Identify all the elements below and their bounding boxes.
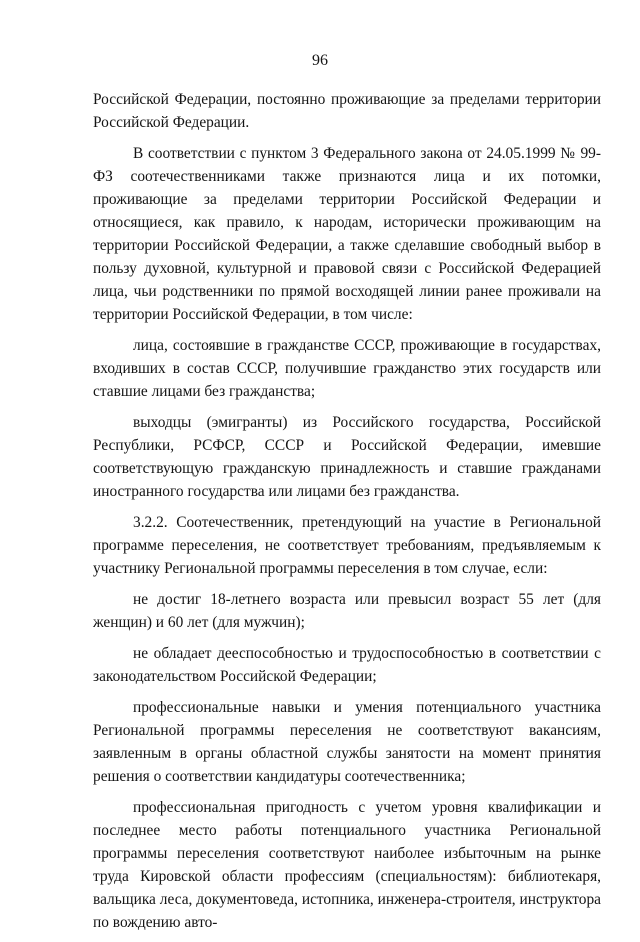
- paragraph: не обладает дееспособностью и трудоспособностью в соответствии с законодательством Российской Федерации;: [93, 645, 601, 685]
- paragraph: В соответствии с пунктом 3 Федерального закона от 24.05.1999 № 99-ФЗ соотечественниками также признаются лица и их потомки, проживающие за пределами территории Российской Федерации и относящиеся, как правило, к народам, исторически проживающим на территории Российской Федерации, а также сделавшие свободный выбор в пользу духовной, культурной и правовой связи с Российской Федерацией лица, чьи родственники по прямой восходящей линии ранее проживали на территории Российской Федерации, в том числе:: [93, 145, 601, 323]
- paragraph: профессиональные навыки и умения потенциального участника Региональной программы переселения не соответствуют вакансиям, заявленным в органы областной службы занятости на момент принятия решения о соответствии кандидатуры соотечественника;: [93, 699, 601, 785]
- paragraph: профессиональная пригодность с учетом уровня квалификации и последнее место работы потенциального участника Региональной программы переселения соответствуют наиболее избыточным на рынке труда Кировской области профессиям (специальностям): библиотекаря, вальщика леса, документоведа, истопника, инженера-строителя, инструктора по вождению авто-: [93, 799, 601, 931]
- paragraph: не достиг 18-летнего возраста или превысил возраст 55 лет (для женщин) и 60 лет (для мужчин);: [93, 591, 601, 631]
- paragraph: лица, состоявшие в гражданстве СССР, проживающие в государствах, входивших в состав СССР, получившие гражданство этих государств или ставшие лицами без гражданства;: [93, 337, 601, 400]
- paragraph: Российской Федерации, постоянно проживающие за пределами территории Российской Федерации.: [93, 91, 601, 131]
- paragraph: 3.2.2. Соотечественник, претендующий на участие в Региональной программе переселения, не соответствует требованиям, предъявляемым к участнику Региональной программы переселения в том случае, если:: [93, 514, 601, 577]
- paragraph: выходцы (эмигранты) из Российского государства, Российской Республики, РСФСР, СССР и Российской Федерации, имевшие соответствующую гражданскую принадлежность и ставшие гражданами иностранного государства или лицами без гражданства.: [93, 414, 601, 500]
- page-number: 96: [312, 52, 328, 69]
- document-body: [93, 88, 601, 942]
